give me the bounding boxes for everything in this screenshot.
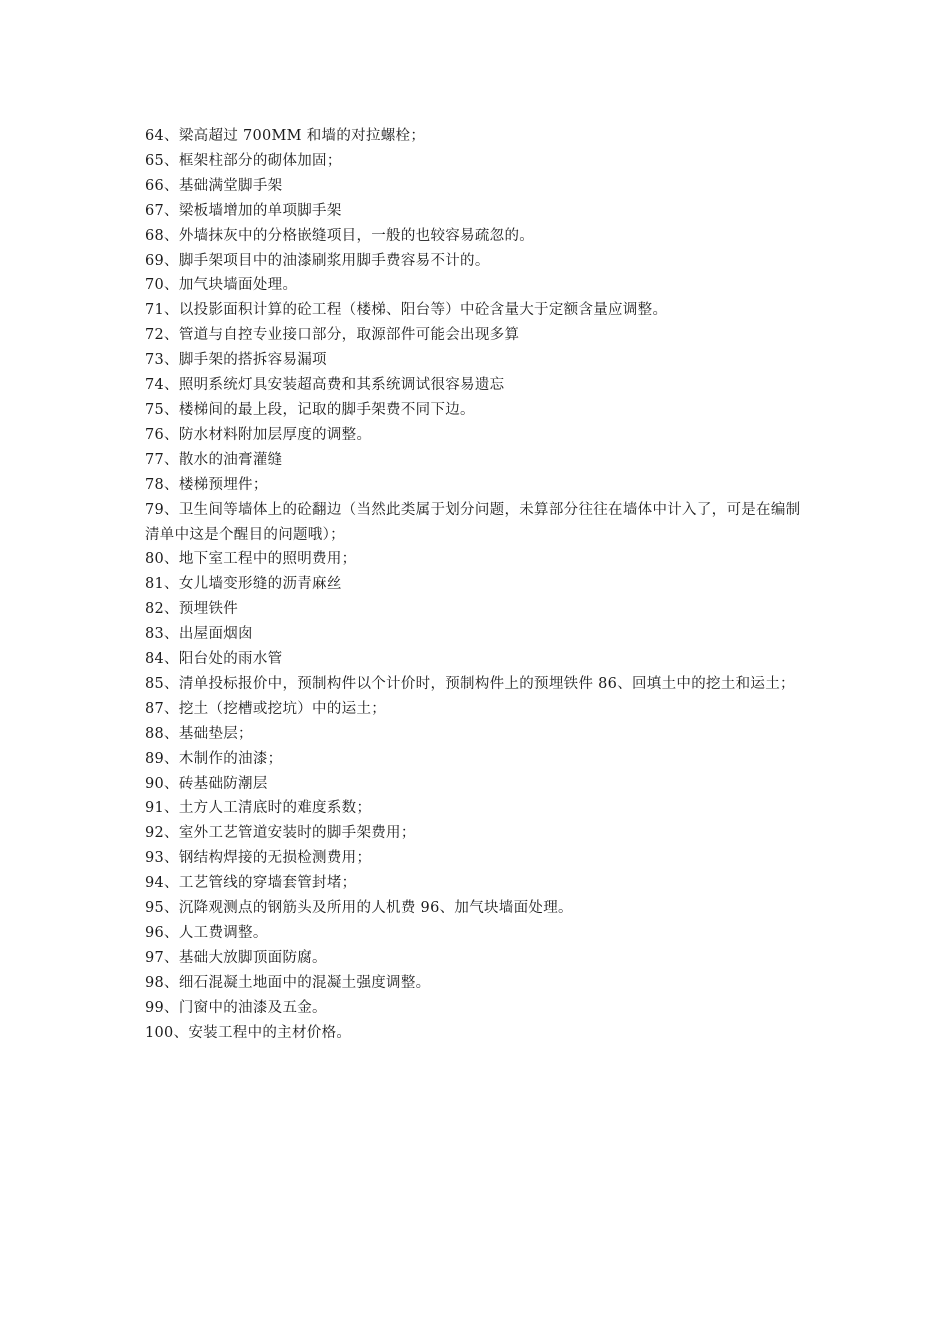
list-item: 71、以投影面积计算的砼工程（楼梯、阳台等）中砼含量大于定额含量应调整。 [145, 302, 668, 319]
list-item: 75、楼梯间的最上段，记取的脚手架费不同下边。 [145, 401, 475, 418]
list-item: 97、基础大放脚顶面防腐。 [145, 949, 327, 966]
list-item: 99、门窗中的油漆及五金。 [145, 999, 327, 1016]
list-item: 67、梁板墙增加的单项脚手架 [145, 202, 342, 219]
list-item: 66、基础满堂脚手架 [145, 177, 283, 194]
list-item: 95、沉降观测点的钢筋头及所用的人机费 96、加气块墙面处理。 [145, 900, 573, 917]
list-item: 74、照明系统灯具安装超高费和其系统调试很容易遗忘 [145, 377, 505, 394]
list-item: 89、木制作的油漆； [145, 750, 283, 767]
list-item: 85、清单投标报价中，预制构件以个计价时，预制构件上的预埋铁件 86、回填土中的挖土和运土； [145, 675, 795, 692]
item-list [145, 124, 813, 1046]
list-item: 64、梁高超过 700MM 和墙的对拉螺栓； [145, 128, 426, 144]
list-item: 82、预埋铁件 [145, 601, 239, 618]
list-item: 83、出屋面烟囱 [145, 626, 253, 643]
list-item: 92、室外工艺管道安装时的脚手架费用； [145, 825, 416, 842]
list-item: 100、安装工程中的主材价格。 [145, 1024, 352, 1041]
list-item: 69、脚手架项目中的油漆刷浆用脚手费容易不计的。 [145, 252, 490, 269]
list-item: 87、挖土（挖槽或挖坑）中的运土； [145, 700, 387, 717]
list-item: 84、阳台处的雨水管 [145, 651, 283, 668]
list-item: 73、脚手架的搭拆容易漏项 [145, 352, 327, 369]
list-item: 70、加气块墙面处理。 [145, 277, 298, 294]
list-item: 77、散水的油膏灌缝 [145, 451, 283, 468]
list-item: 93、钢结构焊接的无损检测费用； [145, 850, 372, 867]
list-item: 88、基础垫层； [145, 725, 253, 742]
list-item: 96、人工费调整。 [145, 925, 268, 941]
list-item: 91、土方人工清底时的难度系数； [145, 800, 372, 817]
list-item: 98、细石混凝土地面中的混凝土强度调整。 [145, 974, 431, 991]
list-item: 76、防水材料附加层厚度的调整。 [145, 426, 372, 443]
list-item: 65、框架柱部分的砌体加固； [145, 152, 342, 169]
list-item: 80、地下室工程中的照明费用； [145, 551, 357, 568]
list-item: 90、砖基础防潮层 [145, 775, 268, 792]
list-item: 72、管道与自控专业接口部分，取源部件可能会出现多算 [145, 327, 520, 344]
list-item: 94、工艺管线的穿墙套管封堵； [145, 875, 357, 892]
list-item: 78、楼梯预埋件； [145, 476, 268, 493]
list-item: 81、女儿墙变形缝的沥青麻丝 [145, 576, 342, 593]
list-item: 79、卫生间等墙体上的砼翻边（当然此类属于划分问题，未算部分往往在墙体中计入了，可是在编制清单中这是个醒目的问题哦）； [145, 501, 801, 543]
list-item: 68、外墙抹灰中的分格嵌缝项目，一般的也较容易疏忽的。 [145, 227, 535, 244]
